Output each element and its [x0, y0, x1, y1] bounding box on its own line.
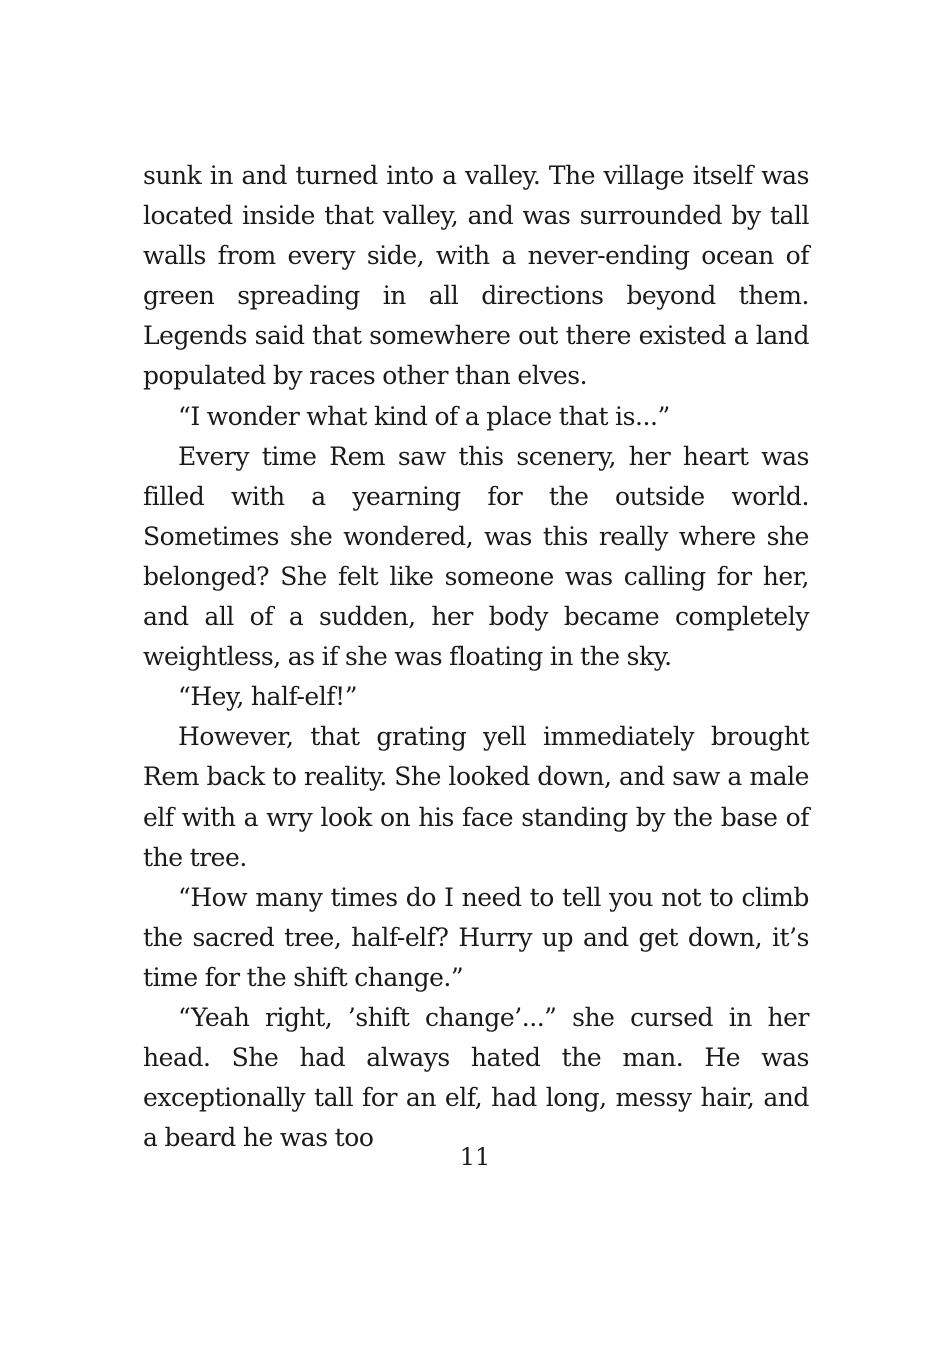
- page-number: 11: [459, 1143, 491, 1171]
- paragraph-dialogue: “How many times do I need to tell you not to climb the sacred tree, half-elf? Hurry up and get down, it’s time for the shift change.”: [143, 882, 809, 992]
- paragraph-continuation: sunk in and turned into a valley. The village itself was located inside that valley, and was surrounded by tall walls from every side, with a never-ending ocean of green spreading in all directions beyond them. Legends said that somewhere out there existed a land populated by races other than elves.: [143, 161, 809, 391]
- paragraph: “Yeah right, ’shift change’...” she cursed in her head. She had always hated the man. He was exceptionally tall for an elf, had long, messy hair, and a beard he was too: [143, 1002, 809, 1153]
- paragraph-dialogue: “Hey, half-elf!”: [178, 682, 358, 712]
- paragraph-dialogue: “I wonder what kind of a place that is...”: [178, 401, 670, 431]
- body-text: [143, 156, 809, 1158]
- paragraph: However, that grating yell immediately brought Rem back to reality. She looked down, and saw a male elf with a wry look on his face standing by the base of the tree.: [143, 722, 809, 872]
- paragraph: Every time Rem saw this scenery, her heart was filled with a yearning for the outside world. Sometimes she wondered, was this really where she belonged? She felt like someone was calling for her, and all of a sudden, her body became completely weightless, as if she was floating in the sky.: [143, 441, 809, 672]
